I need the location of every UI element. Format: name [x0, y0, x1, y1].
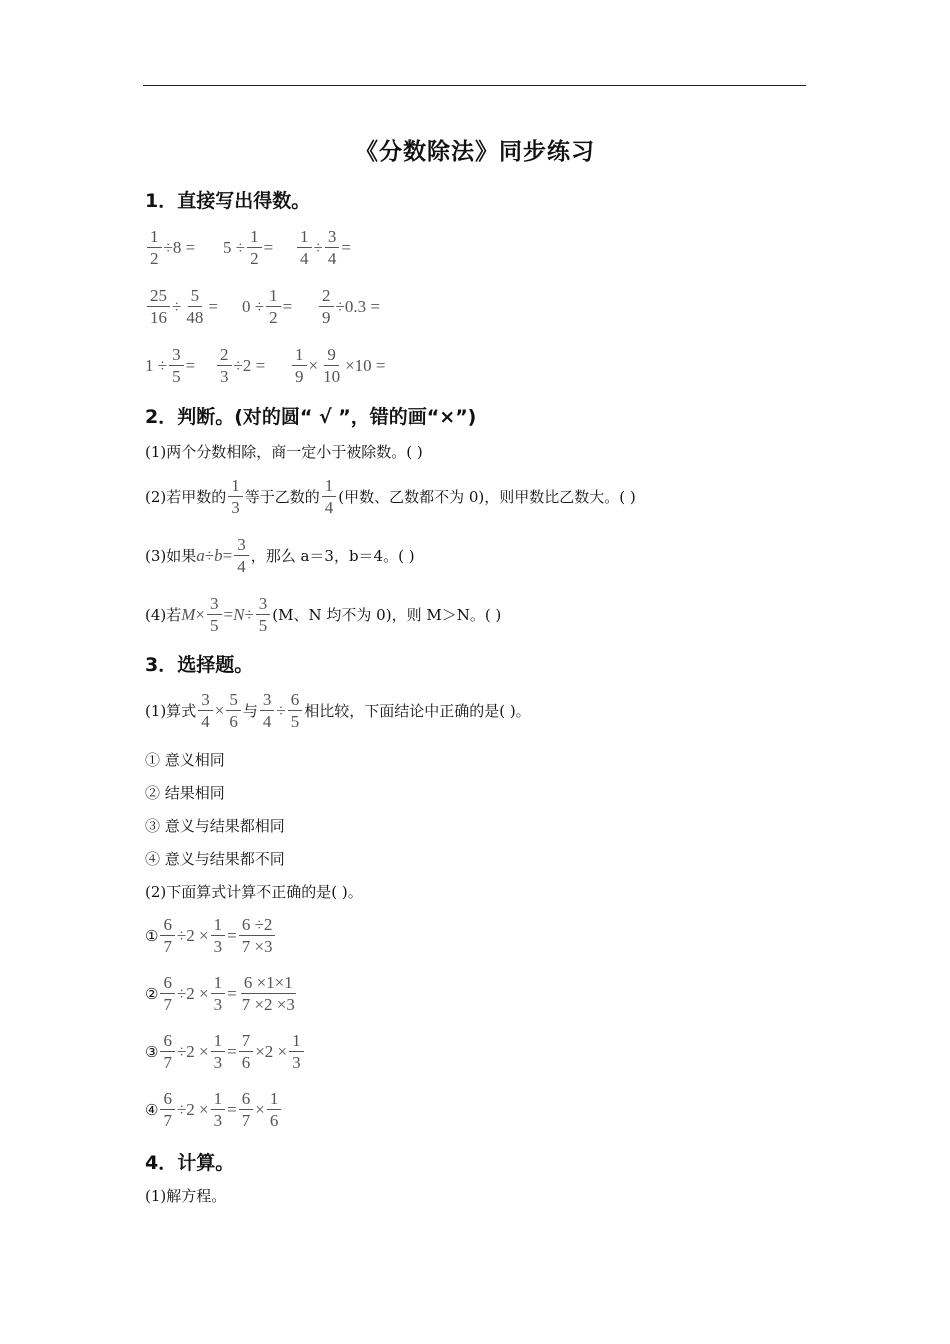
numerator: 1	[211, 1089, 226, 1110]
numerator: 25	[147, 286, 170, 307]
math-text: =	[223, 604, 234, 624]
fraction	[160, 1031, 175, 1072]
exercise-1-3	[295, 227, 351, 268]
numerator: 1	[147, 227, 162, 248]
option-mark: ③	[145, 1042, 159, 1061]
option-mark: ④	[145, 1100, 159, 1119]
option-text: ① 意义相同	[145, 751, 225, 769]
math-text: ÷2 ×	[176, 1099, 209, 1119]
denominator: 10	[323, 367, 341, 386]
numerator: 7	[239, 1031, 254, 1052]
fraction	[239, 973, 298, 1014]
fraction	[289, 1031, 304, 1072]
denominator: 7	[241, 1111, 251, 1130]
denominator: 9	[295, 367, 304, 386]
math-text: =	[222, 545, 233, 565]
numerator: 3	[325, 227, 340, 248]
fraction	[207, 594, 222, 635]
math-text: ×10 =	[345, 355, 386, 375]
fraction	[292, 345, 307, 386]
denominator: 6	[229, 712, 238, 731]
math-text: ÷0.3 =	[335, 296, 380, 316]
denominator: 3	[220, 367, 229, 386]
section-2-heading: 2．判断。(对的圆“ √ ”，错的画“×”)	[145, 406, 477, 428]
numerator: 1	[228, 476, 243, 497]
choice-q1-option-1	[145, 749, 225, 770]
numerator: 6	[160, 1031, 175, 1052]
option-mark: ②	[145, 984, 159, 1003]
fraction	[320, 345, 343, 386]
numerator: 5	[226, 690, 241, 711]
judge-q3	[145, 535, 415, 576]
choice-q2-text: (2)下面算式计算不正确的是( )。	[145, 883, 363, 901]
numerator: 6	[160, 1089, 175, 1110]
judge-q2-text: 等于乙数的	[244, 488, 320, 506]
math-text: ÷2 ×	[176, 925, 209, 945]
denominator: 5	[172, 367, 181, 386]
numerator: 5	[188, 286, 203, 307]
choice-q1	[145, 690, 531, 731]
math-text: 0 ÷	[242, 296, 265, 316]
choice-q2-option-3	[145, 1031, 306, 1072]
judge-q1	[145, 441, 423, 462]
math-text: =	[263, 237, 274, 257]
fraction	[211, 1089, 226, 1130]
math-text: =	[227, 925, 237, 945]
numerator: 3	[260, 690, 275, 711]
numerator: 3	[234, 535, 249, 556]
numerator: 3	[256, 594, 271, 615]
fraction	[198, 690, 213, 731]
numerator: 2	[217, 345, 232, 366]
math-text: ×	[255, 1099, 265, 1119]
denominator: 3	[213, 995, 223, 1014]
denominator: 4	[237, 557, 246, 576]
fraction	[266, 286, 281, 327]
math-text: ×	[308, 355, 319, 375]
calc-q1	[145, 1185, 226, 1206]
math-text: ×2 ×	[255, 1041, 288, 1061]
judge-q4	[145, 594, 501, 635]
exercise-2-1	[145, 286, 218, 327]
fraction	[288, 690, 303, 731]
math-text: ÷	[276, 700, 286, 720]
fraction	[297, 227, 312, 268]
variable-n: N	[233, 604, 245, 624]
denominator: 3	[213, 937, 223, 956]
choice-q1-text: (1)算式	[145, 702, 197, 720]
math-text: ×	[195, 604, 206, 624]
choice-q1-option-2	[145, 782, 225, 803]
denominator: 3	[292, 1053, 301, 1072]
math-text: ×	[214, 700, 225, 720]
denominator: 3	[213, 1053, 223, 1072]
numerator: 1	[267, 1089, 282, 1110]
math-text: 1 ÷	[145, 355, 168, 375]
numerator: 1	[322, 476, 337, 497]
numerator: 6 ×1×1	[241, 973, 296, 994]
fraction	[183, 286, 206, 327]
variable-a: a	[196, 545, 205, 565]
denominator: 6	[241, 1053, 251, 1072]
denominator: 7	[163, 1053, 172, 1072]
exercise-1-2	[223, 227, 273, 268]
fraction	[239, 1031, 254, 1072]
math-text: ÷2 =	[233, 355, 266, 375]
fraction	[239, 915, 276, 956]
numerator: 1	[211, 915, 226, 936]
math-text: =	[208, 296, 218, 316]
choice-q2-option-1	[145, 915, 278, 956]
denominator: 2	[150, 249, 159, 268]
choice-q2-option-2	[145, 973, 300, 1014]
choice-q1-text: 与	[242, 702, 258, 720]
math-text: =	[227, 983, 237, 1003]
option-text: ② 结果相同	[145, 784, 225, 802]
fraction	[160, 1089, 175, 1130]
denominator: 48	[186, 308, 204, 327]
exercise-3-2	[215, 345, 265, 386]
denominator: 2	[250, 249, 259, 268]
denominator: 5	[210, 616, 219, 635]
numerator: 1	[289, 1031, 304, 1052]
fraction	[211, 973, 226, 1014]
denominator: 5	[290, 712, 300, 731]
choice-q1-option-4	[145, 848, 285, 869]
math-text: ÷	[244, 604, 254, 624]
calc-q1-text: (1)解方程。	[145, 1187, 227, 1205]
math-text: =	[341, 237, 351, 257]
page-title: 《分数除法》同步练习	[355, 139, 595, 165]
judge-q2-text: (甲数、乙数都不为 0)，则甲数比乙数大。( )	[338, 488, 636, 506]
fraction	[217, 345, 232, 386]
denominator: 4	[300, 249, 309, 268]
fraction	[234, 535, 249, 576]
math-text: 5 ÷	[223, 237, 246, 257]
fraction	[211, 1031, 226, 1072]
fraction	[267, 1089, 282, 1130]
numerator: 1	[211, 1031, 226, 1052]
numerator: 6	[160, 915, 175, 936]
numerator: 1	[211, 973, 226, 994]
math-text: ÷	[204, 545, 215, 565]
math-text: ÷8 =	[163, 237, 196, 257]
denominator: 7	[163, 937, 172, 956]
numerator: 1	[247, 227, 262, 248]
option-mark: ①	[145, 926, 159, 945]
fraction	[147, 227, 162, 268]
math-text: ÷	[172, 296, 182, 316]
denominator: 5	[258, 616, 268, 635]
fraction	[160, 915, 175, 956]
numerator: 6 ÷2	[239, 915, 276, 936]
judge-q4-text: (M、N 均不为 0)，则 M＞N。( )	[272, 606, 502, 624]
fraction	[322, 476, 337, 517]
numerator: 3	[207, 594, 222, 615]
judge-q3-text: ，那么 a＝3，b＝4。( )	[250, 547, 415, 565]
judge-q2-text: (2)若甲数的	[145, 488, 227, 506]
denominator: 4	[327, 249, 337, 268]
judge-q3-text: (3)如果	[145, 547, 197, 565]
choice-q2-option-4	[145, 1089, 283, 1130]
fraction	[169, 345, 184, 386]
numerator: 6	[239, 1089, 254, 1110]
numerator: 1	[292, 345, 307, 366]
denominator: 3	[231, 498, 240, 517]
section-1-heading: 1．直接写出得数。	[145, 190, 311, 212]
numerator: 6	[288, 690, 303, 711]
denominator: 7	[163, 1111, 172, 1130]
fraction	[160, 973, 175, 1014]
denominator: 16	[150, 308, 167, 327]
math-text: =	[227, 1041, 237, 1061]
exercise-1-1	[145, 227, 195, 268]
denominator: 4	[201, 712, 210, 731]
denominator: 6	[269, 1111, 279, 1130]
fraction	[325, 227, 340, 268]
variable-m: M	[181, 604, 196, 624]
variable-b: b	[214, 545, 223, 565]
option-text: ③ 意义与结果都相同	[145, 817, 285, 835]
choice-q1-option-3	[145, 815, 285, 836]
fraction	[319, 286, 334, 327]
fraction	[239, 1089, 254, 1130]
fraction	[228, 476, 243, 517]
exercise-2-3	[317, 286, 380, 327]
fraction	[256, 594, 271, 635]
numerator: 1	[297, 227, 312, 248]
header-rule	[143, 85, 806, 86]
math-text: =	[282, 296, 293, 316]
numerator: 1	[266, 286, 281, 307]
numerator: 2	[319, 286, 334, 307]
fraction	[260, 690, 275, 731]
fraction	[226, 690, 241, 731]
math-text: ÷2 ×	[176, 983, 209, 1003]
numerator: 9	[324, 345, 339, 366]
denominator: 9	[322, 308, 331, 327]
numerator: 3	[198, 690, 213, 711]
math-text: =	[227, 1099, 237, 1119]
judge-q4-text: (4)若	[145, 606, 182, 624]
judge-q2	[145, 476, 636, 517]
exercise-3-3	[290, 345, 386, 386]
denominator: 4	[262, 712, 272, 731]
denominator: 2	[269, 308, 278, 327]
choice-q2	[145, 881, 363, 902]
exercise-2-2	[242, 286, 292, 327]
denominator: 7 ×2 ×3	[241, 995, 295, 1014]
denominator: 3	[213, 1111, 223, 1130]
fraction	[147, 286, 170, 327]
choice-q1-text: 相比较，下面结论中正确的是( )。	[304, 702, 531, 720]
section-3-heading: 3．选择题。	[145, 654, 254, 676]
exercise-3-1	[145, 345, 195, 386]
numerator: 6	[160, 973, 175, 994]
judge-q1-text: (1)两个分数相除，商一定小于被除数。( )	[145, 443, 423, 461]
math-text: ÷	[313, 237, 323, 257]
denominator: 4	[324, 498, 334, 517]
numerator: 3	[169, 345, 184, 366]
fraction	[211, 915, 226, 956]
denominator: 7 ×3	[241, 937, 273, 956]
denominator: 7	[163, 995, 172, 1014]
fraction	[247, 227, 262, 268]
option-text: ④ 意义与结果都不同	[145, 850, 285, 868]
section-4-heading: 4．计算。	[145, 1152, 235, 1174]
math-text: =	[185, 355, 196, 375]
math-text: ÷2 ×	[176, 1041, 209, 1061]
